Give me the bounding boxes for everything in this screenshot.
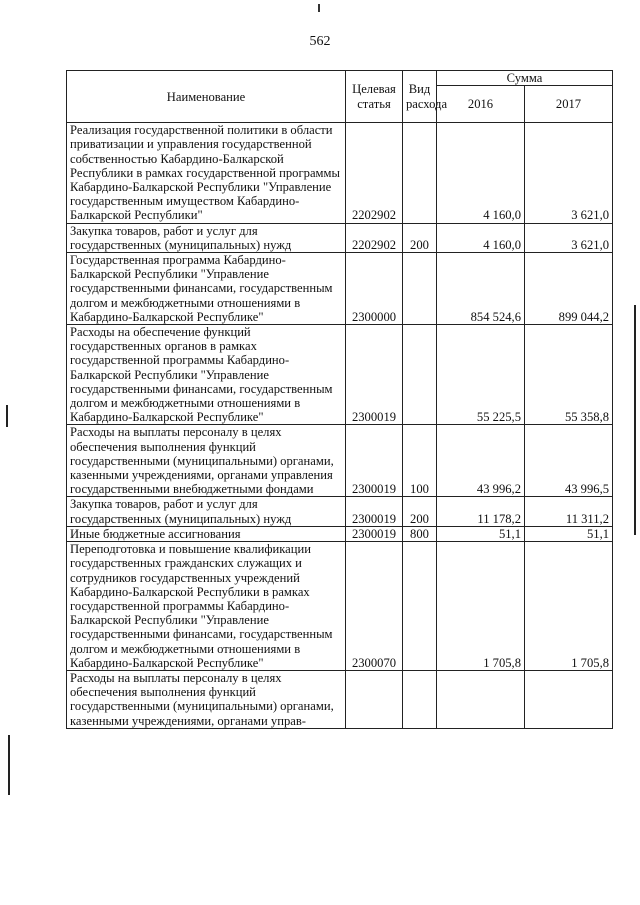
scan-mark-right bbox=[634, 305, 636, 535]
row-target-article: 2300019 bbox=[346, 526, 403, 541]
row-sum-2016: 55 225,5 bbox=[437, 325, 525, 425]
budget-table bbox=[66, 70, 613, 729]
row-sum-2016: 1 705,8 bbox=[437, 542, 525, 671]
table-row bbox=[67, 253, 613, 325]
row-sum-2016: 51,1 bbox=[437, 526, 525, 541]
table-row bbox=[67, 123, 613, 223]
row-sum-2016 bbox=[437, 670, 525, 728]
row-name: Закупка товаров, работ и услуг для государственных (муниципальных) нужд bbox=[67, 497, 346, 526]
row-name: Иные бюджетные ассигнования bbox=[67, 526, 346, 541]
row-sum-2016: 854 524,6 bbox=[437, 253, 525, 325]
row-expense-kind bbox=[403, 253, 437, 325]
row-sum-2017: 3 621,0 bbox=[525, 123, 613, 223]
row-expense-kind: 100 bbox=[403, 425, 437, 497]
table-row bbox=[67, 325, 613, 425]
table-row bbox=[67, 526, 613, 541]
row-target-article: 2300019 bbox=[346, 425, 403, 497]
row-expense-kind bbox=[403, 325, 437, 425]
row-sum-2016: 11 178,2 bbox=[437, 497, 525, 526]
row-target-article: 2300019 bbox=[346, 497, 403, 526]
row-target-article bbox=[346, 670, 403, 728]
table-row bbox=[67, 670, 613, 728]
row-sum-2017: 899 044,2 bbox=[525, 253, 613, 325]
header-year-2017: 2017 bbox=[525, 86, 613, 123]
row-sum-2016: 4 160,0 bbox=[437, 123, 525, 223]
row-expense-kind bbox=[403, 670, 437, 728]
row-expense-kind bbox=[403, 123, 437, 223]
row-name: Расходы на выплаты персоналу в целях обеспечения выполнения функций государственными (муниципальными) органами, казенными учреждениями, органами управ- bbox=[67, 670, 346, 728]
row-target-article: 2300000 bbox=[346, 253, 403, 325]
row-name: Расходы на выплаты персоналу в целях обеспечения выполнения функций государственными (муниципальными) органами, казенными учреждениями, органами управления государственными внебюджетными фондами bbox=[67, 425, 346, 497]
table-body bbox=[67, 123, 613, 729]
header-target-article: Целевая статья bbox=[346, 71, 403, 123]
row-target-article: 2300070 bbox=[346, 542, 403, 671]
scan-mark-left-1 bbox=[6, 405, 8, 427]
row-target-article: 2300019 bbox=[346, 325, 403, 425]
row-sum-2017: 11 311,2 bbox=[525, 497, 613, 526]
row-name: Расходы на обеспечение функций государственных органов в рамках государственной программы Кабардино-Балкарской Республики "Управление государственными финансами, государственным долгом и межбюджетными отношениями в Кабардино-Балкарской Республике" bbox=[67, 325, 346, 425]
table-row bbox=[67, 425, 613, 497]
row-sum-2016: 4 160,0 bbox=[437, 223, 525, 252]
scan-mark-left-2 bbox=[8, 735, 10, 795]
header-expense-kind: Вид расхода bbox=[403, 71, 437, 123]
row-name: Реализация государственной политики в области приватизации и управления государственной собственностью Кабардино-Балкарской Республики в рамках государственной программы Кабардино-Балкарской Республики "Управление государственным имуществом Кабардино-Балкарской Республики" bbox=[67, 123, 346, 223]
row-expense-kind bbox=[403, 542, 437, 671]
row-sum-2016: 43 996,2 bbox=[437, 425, 525, 497]
table-row bbox=[67, 497, 613, 526]
header-sum: Сумма bbox=[437, 71, 613, 86]
row-name: Закупка товаров, работ и услуг для государственных (муниципальных) нужд bbox=[67, 223, 346, 252]
row-sum-2017: 51,1 bbox=[525, 526, 613, 541]
header-year-2016: 2016 bbox=[437, 86, 525, 123]
row-sum-2017: 1 705,8 bbox=[525, 542, 613, 671]
row-target-article: 2202902 bbox=[346, 223, 403, 252]
row-name: Переподготовка и повышение квалификации государственных гражданских служащих и сотрудников государственных учреждений Кабардино-Балкарской Республики в рамках государственной программы Кабардино-Балкарской Республики "Управление государственными финансами, государственным долгом и межбюджетными отношениями в Кабардино-Балкарской Республике" bbox=[67, 542, 346, 671]
row-expense-kind: 200 bbox=[403, 497, 437, 526]
table-row bbox=[67, 223, 613, 252]
header-name: Наименование bbox=[67, 71, 346, 123]
scan-mark-top bbox=[318, 4, 320, 12]
row-expense-kind: 200 bbox=[403, 223, 437, 252]
page-number: 562 bbox=[309, 34, 331, 49]
row-sum-2017 bbox=[525, 670, 613, 728]
row-sum-2017: 43 996,5 bbox=[525, 425, 613, 497]
row-sum-2017: 3 621,0 bbox=[525, 223, 613, 252]
row-expense-kind: 800 bbox=[403, 526, 437, 541]
row-name: Государственная программа Кабардино-Балкарской Республики "Управление государственными финансами, государственным долгом и межбюджетными отношениями в Кабардино-Балкарской Республике" bbox=[67, 253, 346, 325]
row-sum-2017: 55 358,8 bbox=[525, 325, 613, 425]
row-target-article: 2202902 bbox=[346, 123, 403, 223]
table-row bbox=[67, 542, 613, 671]
